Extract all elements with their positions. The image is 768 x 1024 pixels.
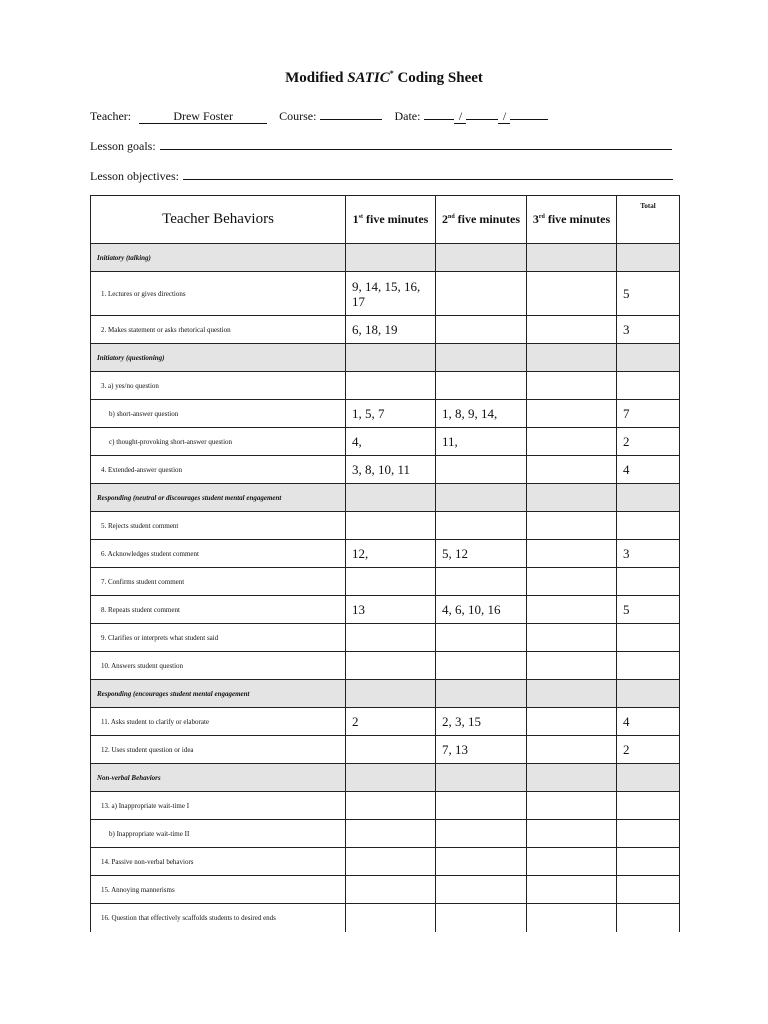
section-empty-cell xyxy=(436,680,527,708)
lesson-goals-line xyxy=(90,135,672,154)
section-label: Initiatory (talking) xyxy=(91,244,346,272)
tally-cell-c2[interactable]: 4, 6, 10, 16 xyxy=(436,596,527,624)
total-cell[interactable] xyxy=(617,624,680,652)
tally-cell-c1[interactable]: 12, xyxy=(346,540,436,568)
tally-cell-c2[interactable] xyxy=(436,792,527,820)
date-sep-1: / xyxy=(454,109,466,124)
table-row xyxy=(91,400,680,428)
tally-cell-c3[interactable] xyxy=(527,568,617,596)
tally-cell-c1[interactable] xyxy=(346,624,436,652)
total-cell[interactable]: 2 xyxy=(617,736,680,764)
section-empty-cell xyxy=(436,344,527,372)
tally-cell-c3[interactable] xyxy=(527,652,617,680)
tally-cell-c3[interactable] xyxy=(527,428,617,456)
table-row xyxy=(91,820,680,848)
section-empty-cell xyxy=(527,344,617,372)
tally-cell-c2[interactable]: 7, 13 xyxy=(436,736,527,764)
tally-cell-c2[interactable] xyxy=(436,456,527,484)
table-row xyxy=(91,708,680,736)
section-empty-cell xyxy=(527,244,617,272)
behavior-label: c) thought-provoking short-answer question xyxy=(91,428,346,456)
tally-cell-c2[interactable]: 11, xyxy=(436,428,527,456)
col-header-total: Total xyxy=(617,196,680,244)
total-cell[interactable] xyxy=(617,904,680,932)
tally-cell-c3[interactable] xyxy=(527,792,617,820)
behavior-label: 16. Question that effectively scaffolds students to desired ends xyxy=(91,904,346,932)
section-label: Initiatory (questioning) xyxy=(91,344,346,372)
tally-cell-c1[interactable] xyxy=(346,512,436,540)
behavior-label: 7. Confirms student comment xyxy=(91,568,346,596)
tally-cell-c1[interactable]: 3, 8, 10, 11 xyxy=(346,456,436,484)
section-empty-cell xyxy=(527,680,617,708)
behavior-label: 11. Asks student to clarify or elaborate xyxy=(91,708,346,736)
lesson-objectives-label: Lesson objectives: xyxy=(90,169,179,183)
table-row xyxy=(91,848,680,876)
section-empty-cell xyxy=(346,680,436,708)
section-row xyxy=(91,680,680,708)
tally-cell-c2[interactable] xyxy=(436,568,527,596)
behavior-label: 4. Extended-answer question xyxy=(91,456,346,484)
total-cell[interactable]: 5 xyxy=(617,596,680,624)
tally-cell-c2[interactable] xyxy=(436,316,527,344)
tally-cell-c3[interactable] xyxy=(527,708,617,736)
total-cell[interactable] xyxy=(617,876,680,904)
tally-cell-c1[interactable]: 4, xyxy=(346,428,436,456)
total-cell[interactable]: 3 xyxy=(617,540,680,568)
date-year-field[interactable] xyxy=(510,105,548,120)
tally-cell-c2[interactable]: 5, 12 xyxy=(436,540,527,568)
table-row xyxy=(91,652,680,680)
tally-cell-c2[interactable] xyxy=(436,272,527,316)
col-header-third: 3rd five minutes xyxy=(527,196,617,244)
behavior-label: 8. Repeats student comment xyxy=(91,596,346,624)
behavior-label: 2. Makes statement or asks rhetorical question xyxy=(91,316,346,344)
section-empty-cell xyxy=(436,244,527,272)
tally-cell-c3[interactable] xyxy=(527,904,617,932)
behavior-label: b) short-answer question xyxy=(91,400,346,428)
tally-cell-c1[interactable] xyxy=(346,372,436,400)
tally-cell-c2[interactable]: 1, 8, 9, 14, xyxy=(436,400,527,428)
section-empty-cell xyxy=(346,484,436,512)
section-empty-cell xyxy=(346,244,436,272)
tally-cell-c3[interactable] xyxy=(527,624,617,652)
tally-cell-c1[interactable]: 2 xyxy=(346,708,436,736)
tally-cell-c3[interactable] xyxy=(527,540,617,568)
total-cell[interactable] xyxy=(617,568,680,596)
total-cell[interactable]: 3 xyxy=(617,316,680,344)
behavior-label: 14. Passive non-verbal behaviors xyxy=(91,848,346,876)
lesson-goals-field[interactable] xyxy=(160,135,672,150)
total-cell[interactable] xyxy=(617,372,680,400)
course-field[interactable] xyxy=(320,105,382,120)
section-row xyxy=(91,764,680,792)
title-prefix: Modified xyxy=(285,70,344,86)
tally-cell-c3[interactable] xyxy=(527,820,617,848)
total-cell[interactable] xyxy=(617,512,680,540)
date-month-field[interactable] xyxy=(424,105,454,120)
tally-cell-c1[interactable] xyxy=(346,904,436,932)
behavior-label: 1. Lectures or gives directions xyxy=(91,272,346,316)
behavior-label: 13. a) Inappropriate wait-time I xyxy=(91,792,346,820)
table-row xyxy=(91,596,680,624)
tally-cell-c2[interactable] xyxy=(436,904,527,932)
tally-cell-c3[interactable] xyxy=(527,316,617,344)
behavior-label: 3. a) yes/no question xyxy=(91,372,346,400)
tally-cell-c2[interactable] xyxy=(436,624,527,652)
col-header-first: 1st five minutes xyxy=(346,196,436,244)
title-sup: * xyxy=(389,69,394,78)
tally-cell-c2[interactable] xyxy=(436,820,527,848)
tally-cell-c2[interactable] xyxy=(436,512,527,540)
total-cell[interactable]: 5 xyxy=(617,272,680,316)
tally-cell-c2[interactable] xyxy=(436,848,527,876)
section-label: Non-verbal Behaviors xyxy=(91,764,346,792)
coding-table xyxy=(90,195,680,932)
tally-cell-c1[interactable] xyxy=(346,568,436,596)
tally-cell-c1[interactable] xyxy=(346,848,436,876)
date-day-field[interactable] xyxy=(466,105,498,120)
behavior-label: 10. Answers student question xyxy=(91,652,346,680)
table-row xyxy=(91,904,680,932)
section-row xyxy=(91,244,680,272)
table-row xyxy=(91,428,680,456)
total-cell[interactable] xyxy=(617,820,680,848)
total-cell[interactable] xyxy=(617,792,680,820)
lesson-objectives-field[interactable] xyxy=(183,165,673,180)
section-row xyxy=(91,484,680,512)
behavior-label: 6. Acknowledges student comment xyxy=(91,540,346,568)
tally-cell-c3[interactable] xyxy=(527,596,617,624)
table-row xyxy=(91,512,680,540)
section-label: Responding (neutral or discourages student mental engagement xyxy=(91,484,346,512)
tally-cell-c1[interactable]: 13 xyxy=(346,596,436,624)
section-empty-cell xyxy=(527,764,617,792)
col-header-behaviors: Teacher Behaviors xyxy=(91,196,346,244)
lesson-objectives-line xyxy=(90,165,673,184)
table-row xyxy=(91,876,680,904)
teacher-course-date-line xyxy=(90,105,548,124)
section-empty-cell xyxy=(346,764,436,792)
page-title xyxy=(0,69,768,87)
teacher-field[interactable]: Drew Foster xyxy=(139,109,267,124)
tally-cell-c1[interactable] xyxy=(346,876,436,904)
behavior-label: 15. Annoying mannerisms xyxy=(91,876,346,904)
tally-cell-c3[interactable] xyxy=(527,512,617,540)
date-label: Date: xyxy=(394,109,421,123)
section-empty-cell xyxy=(617,344,680,372)
behavior-label: 9. Clarifies or interprets what student said xyxy=(91,624,346,652)
tally-cell-c3[interactable] xyxy=(527,876,617,904)
table-row xyxy=(91,316,680,344)
total-cell[interactable]: 4 xyxy=(617,708,680,736)
behavior-label: 12. Uses student question or idea xyxy=(91,736,346,764)
col-header-second: 2nd five minutes xyxy=(436,196,527,244)
title-italic: SATIC xyxy=(347,70,390,86)
teacher-label: Teacher: xyxy=(90,109,132,123)
table-row xyxy=(91,372,680,400)
section-empty-cell xyxy=(346,344,436,372)
tally-cell-c3[interactable] xyxy=(527,456,617,484)
date-sep-2: / xyxy=(498,109,510,124)
table-header-row xyxy=(91,196,680,244)
tally-cell-c3[interactable] xyxy=(527,400,617,428)
total-cell[interactable] xyxy=(617,848,680,876)
section-empty-cell xyxy=(617,244,680,272)
total-cell[interactable]: 2 xyxy=(617,428,680,456)
tally-cell-c2[interactable] xyxy=(436,652,527,680)
section-empty-cell xyxy=(617,484,680,512)
tally-cell-c2[interactable] xyxy=(436,372,527,400)
table-row xyxy=(91,456,680,484)
section-row xyxy=(91,344,680,372)
section-label: Responding (encourages student mental engagement xyxy=(91,680,346,708)
total-cell[interactable]: 4 xyxy=(617,456,680,484)
behavior-label: 5. Rejects student comment xyxy=(91,512,346,540)
section-empty-cell xyxy=(436,484,527,512)
section-empty-cell xyxy=(436,764,527,792)
tally-cell-c3[interactable] xyxy=(527,736,617,764)
total-cell[interactable]: 7 xyxy=(617,400,680,428)
tally-cell-c1[interactable]: 9, 14, 15, 16, 17 xyxy=(346,272,436,316)
tally-cell-c3[interactable] xyxy=(527,372,617,400)
table-row xyxy=(91,624,680,652)
tally-cell-c2[interactable]: 2, 3, 15 xyxy=(436,708,527,736)
table-row xyxy=(91,736,680,764)
tally-cell-c1[interactable] xyxy=(346,792,436,820)
lesson-goals-label: Lesson goals: xyxy=(90,139,156,153)
section-empty-cell xyxy=(527,484,617,512)
table-row xyxy=(91,540,680,568)
tally-cell-c1[interactable] xyxy=(346,820,436,848)
tally-cell-c1[interactable] xyxy=(346,736,436,764)
tally-cell-c1[interactable]: 1, 5, 7 xyxy=(346,400,436,428)
tally-cell-c3[interactable] xyxy=(527,848,617,876)
total-cell[interactable] xyxy=(617,652,680,680)
behavior-label: b) Inappropriate wait-time II xyxy=(91,820,346,848)
table-row xyxy=(91,792,680,820)
course-label: Course: xyxy=(279,109,317,123)
table-row xyxy=(91,272,680,316)
tally-cell-c1[interactable]: 6, 18, 19 xyxy=(346,316,436,344)
tally-cell-c1[interactable] xyxy=(346,652,436,680)
title-suffix: Coding Sheet xyxy=(397,70,483,86)
table-row xyxy=(91,568,680,596)
section-empty-cell xyxy=(617,680,680,708)
section-empty-cell xyxy=(617,764,680,792)
tally-cell-c2[interactable] xyxy=(436,876,527,904)
tally-cell-c3[interactable] xyxy=(527,272,617,316)
